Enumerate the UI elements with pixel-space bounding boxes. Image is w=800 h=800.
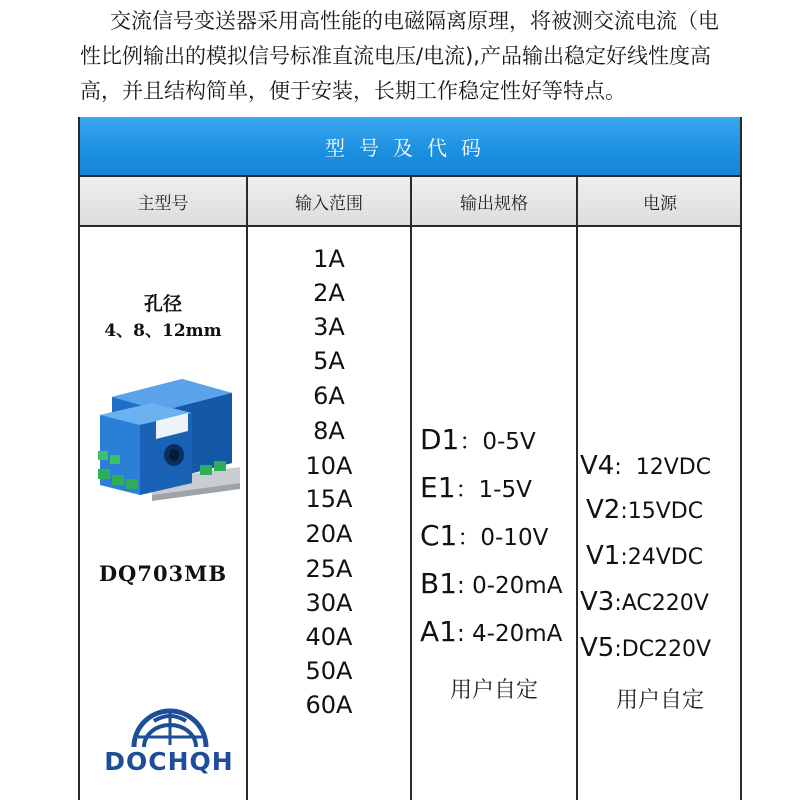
header-input-range: 输入范围 (295, 193, 363, 214)
main-model-cell (80, 227, 246, 800)
output-separator: ： (455, 477, 479, 503)
output-separator: ： (457, 525, 481, 551)
power-value: DC220V (621, 637, 712, 662)
output-value: 4-20mA (472, 621, 563, 647)
power-code: V5 (580, 633, 615, 663)
power-code: V4 (580, 451, 615, 481)
output-option (420, 423, 536, 456)
input-range-item: 8A (313, 417, 345, 445)
model-number: DQ703MB (98, 561, 228, 586)
output-custom: 用户自定 (449, 678, 538, 703)
input-range-item: 5A (313, 347, 345, 375)
power-value: 24VDC (627, 545, 704, 570)
model-code-table (78, 117, 742, 800)
output-code: B1 (420, 567, 458, 600)
power-code: V1 (586, 541, 621, 571)
input-range-item: 20A (305, 520, 353, 548)
header-output-spec: 输出规格 (460, 193, 528, 214)
power-value: 12VDC (635, 455, 712, 480)
power-option (580, 633, 711, 663)
hole-sizes: 4、8、12mm (104, 321, 222, 341)
power-separator: : (620, 499, 628, 524)
hole-title: 孔径 (143, 293, 182, 315)
power-option (586, 541, 703, 571)
input-range-item: 40A (305, 623, 353, 651)
input-range-item: 30A (305, 589, 353, 617)
power-value: 15VDC (627, 499, 704, 524)
power-value: AC220V (621, 591, 709, 616)
input-range-item: 50A (305, 657, 353, 685)
product-image (92, 367, 242, 517)
input-range-item: 3A (313, 313, 345, 341)
output-value: 1-5V (478, 477, 532, 503)
input-range-cell (248, 227, 410, 800)
power-separator: : (614, 637, 622, 662)
power-code: V3 (580, 587, 615, 617)
input-range-item: 60A (305, 691, 353, 719)
output-spec-cell (412, 227, 576, 800)
output-option (420, 471, 532, 504)
output-separator: ： (459, 429, 483, 455)
table-title: 型号及代码 (80, 117, 740, 177)
input-range-item: 6A (313, 382, 345, 410)
power-cell (578, 227, 742, 800)
power-option (580, 451, 711, 481)
output-value: 0-20mA (472, 573, 563, 599)
intro-line-3: 高，并且结构简单，便于安装，长期工作稳定性好等特点。 (80, 79, 626, 103)
output-code: D1 (420, 423, 460, 456)
power-option (586, 495, 703, 525)
brand-logo (94, 707, 244, 797)
power-separator: : (620, 545, 628, 570)
output-value: 0-5V (482, 429, 536, 455)
output-value: 0-10V (480, 525, 549, 551)
header-main-model: 主型号 (137, 193, 189, 214)
output-option (420, 615, 562, 648)
power-code: V2 (586, 495, 621, 525)
intro-paragraph (0, 0, 800, 112)
output-option (420, 519, 548, 552)
output-separator: : (456, 621, 473, 647)
output-code: C1 (420, 519, 458, 552)
intro-line-1: 交流信号变送器采用高性能的电磁隔离原理，将被测交流电流（电 (110, 9, 719, 33)
power-separator: : (614, 591, 622, 616)
header-power: 电源 (643, 193, 677, 214)
output-code: A1 (420, 615, 457, 648)
intro-line-2: 性比例输出的模拟信号标准直流电压/电流),产品输出稳定好线性度高 (80, 44, 711, 68)
input-range-item: 10A (305, 452, 353, 480)
output-separator: : (457, 573, 473, 599)
power-option (580, 587, 709, 617)
power-separator: : (614, 455, 636, 480)
output-code: E1 (420, 471, 456, 504)
input-range-item: 15A (305, 485, 353, 513)
input-range-item: 2A (313, 279, 345, 307)
input-range-item: 1A (313, 245, 345, 273)
logo-text: DOCHQH (104, 747, 234, 776)
power-custom: 用户自定 (615, 688, 704, 713)
output-option (420, 567, 562, 600)
input-range-item: 25A (305, 555, 353, 583)
